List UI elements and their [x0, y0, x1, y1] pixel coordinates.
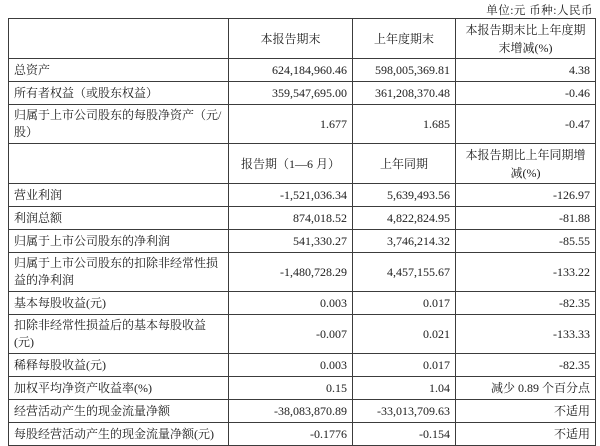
table-row-operating-profit [9, 184, 596, 207]
row-label: 归属于上市公司股东的每股净资产（元/股） [9, 105, 229, 144]
value-prior: 0.021 [353, 315, 456, 354]
table-row-net-profit-attributable [9, 230, 596, 253]
value-prior: 4,822,824.95 [353, 207, 456, 230]
value-change: 4.38 [456, 59, 596, 82]
row-label: 所有者权益（或股东权益） [9, 82, 229, 105]
value-change: -85.55 [456, 230, 596, 253]
table-row-net-assets-per-share [9, 105, 596, 144]
value-current: 0.003 [229, 292, 353, 315]
table-row-operating-cash-flow-per-share [9, 423, 596, 446]
value-current: 541,330.27 [229, 230, 353, 253]
value-current: 624,184,960.46 [229, 59, 353, 82]
value-change: 减少 0.89 个百分点 [456, 377, 596, 400]
col-header-prior-same-period: 上年同期 [353, 144, 456, 184]
value-current: -1,521,036.34 [229, 184, 353, 207]
table-row-owners-equity [9, 82, 596, 105]
unit-label: 单位:元 币种:人民币 [486, 5, 593, 17]
financial-summary-table [8, 18, 596, 446]
value-current: 874,018.52 [229, 207, 353, 230]
value-change: -82.35 [456, 292, 596, 315]
value-change: -81.88 [456, 207, 596, 230]
row-label: 经营活动产生的现金流量净额 [9, 400, 229, 423]
table-row-net-profit-excl-nonrecurring [9, 253, 596, 292]
row-label: 加权平均净资产收益率(%) [9, 377, 229, 400]
value-current: -0.1776 [229, 423, 353, 446]
col-header-income-change: 本报告期比上年同期增减(%) [456, 144, 596, 184]
table-row-diluted-eps [9, 354, 596, 377]
table-row-weighted-avg-roe [9, 377, 596, 400]
row-label: 利润总额 [9, 207, 229, 230]
value-current: 359,547,695.00 [229, 82, 353, 105]
table-row-basic-eps [9, 292, 596, 315]
value-change: -0.47 [456, 105, 596, 144]
value-prior: 0.017 [353, 354, 456, 377]
value-prior: -0.154 [353, 423, 456, 446]
row-label: 总资产 [9, 59, 229, 82]
table-row-operating-cash-flow [9, 400, 596, 423]
value-prior: -33,013,709.63 [353, 400, 456, 423]
row-label: 每股经营活动产生的现金流量净额(元) [9, 423, 229, 446]
value-prior: 1.685 [353, 105, 456, 144]
value-current: -38,083,870.89 [229, 400, 353, 423]
income-header-row [9, 144, 596, 184]
value-prior: 5,639,493.56 [353, 184, 456, 207]
col-header-current-period-end: 本报告期末 [229, 19, 353, 59]
value-change: -133.33 [456, 315, 596, 354]
value-prior: 361,208,370.48 [353, 82, 456, 105]
col-header-prior-year-end: 上年度期末 [353, 19, 456, 59]
income-header-empty-cell [9, 144, 229, 184]
value-current: 1.677 [229, 105, 353, 144]
table-row-total-assets [9, 59, 596, 82]
value-change: -0.46 [456, 82, 596, 105]
value-prior: 3,746,214.32 [353, 230, 456, 253]
value-current: 0.003 [229, 354, 353, 377]
balance-header-empty-cell [9, 19, 229, 59]
row-label: 稀释每股收益(元) [9, 354, 229, 377]
col-header-balance-change: 本报告期末比上年度期末增减(%) [456, 19, 596, 59]
value-change: -126.97 [456, 184, 596, 207]
value-prior: 598,005,369.81 [353, 59, 456, 82]
value-change: 不适用 [456, 400, 596, 423]
value-prior: 4,457,155.67 [353, 253, 456, 292]
value-change: -82.35 [456, 354, 596, 377]
value-current: -1,480,728.29 [229, 253, 353, 292]
balance-header-row [9, 19, 596, 59]
table-row-basic-eps-excl-nonrecurring [9, 315, 596, 354]
value-current: -0.007 [229, 315, 353, 354]
value-current: 0.15 [229, 377, 353, 400]
row-label: 扣除非经常性损益后的基本每股收益(元) [9, 315, 229, 354]
value-prior: 1.04 [353, 377, 456, 400]
row-label: 归属于上市公司股东的扣除非经常性损益的净利润 [9, 253, 229, 292]
col-header-reporting-period: 报告期（1—6 月） [229, 144, 353, 184]
table-row-total-profit [9, 207, 596, 230]
row-label: 营业利润 [9, 184, 229, 207]
value-prior: 0.017 [353, 292, 456, 315]
row-label: 归属于上市公司股东的净利润 [9, 230, 229, 253]
row-label: 基本每股收益(元) [9, 292, 229, 315]
value-change: -133.22 [456, 253, 596, 292]
value-change: 不适用 [456, 423, 596, 446]
